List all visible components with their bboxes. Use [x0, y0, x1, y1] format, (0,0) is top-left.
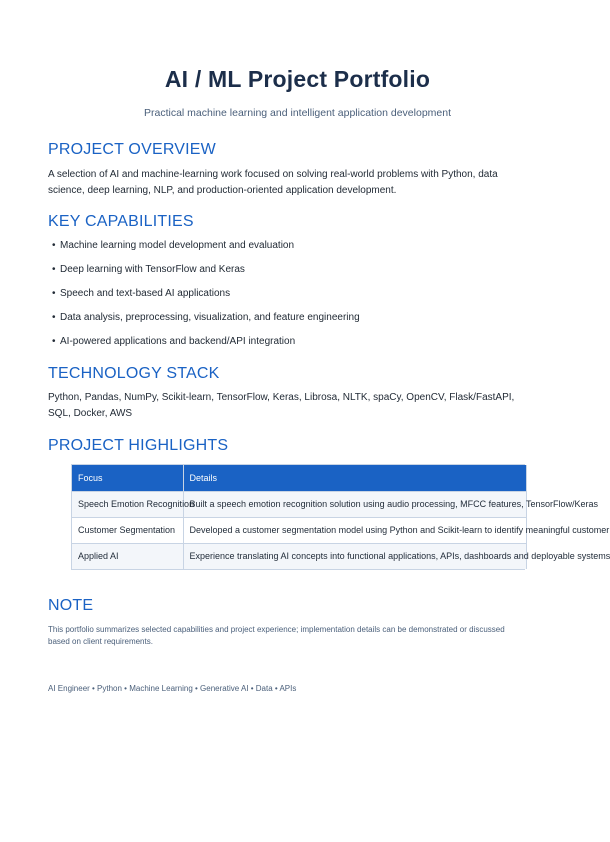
overview-paragraph: [48, 167, 538, 199]
note-line: This portfolio summarizes selected capabilities and project experience; implementation details can be demonstrated or discussed: [48, 625, 505, 634]
table-header-row: [72, 465, 526, 491]
section-heading-overview: PROJECT OVERVIEW: [48, 141, 216, 158]
table-row: [72, 517, 526, 543]
cell-focus: Speech Emotion Recognition: [72, 491, 183, 517]
bullet-icon: •: [52, 264, 56, 275]
bullet-icon: •: [52, 312, 56, 323]
cell-focus: Customer Segmentation: [72, 517, 183, 543]
list-item-text: Deep learning with TensorFlow and Keras: [60, 264, 245, 275]
list-item-text: Data analysis, preprocessing, visualization, and feature engineering: [60, 312, 360, 323]
column-header-details: Details: [183, 465, 526, 491]
list-item: [52, 286, 360, 310]
cell-details: Experience translating AI concepts into functional applications, APIs, dashboards and deployable systems: [183, 543, 526, 569]
stack-line: Python, Pandas, NumPy, Scikit-learn, TensorFlow, Keras, Librosa, NLTK, spaCy, OpenCV, Flask/FastAPI,: [48, 392, 515, 403]
page-subtitle: Practical machine learning and intelligent application development: [143, 107, 452, 119]
bullet-icon: •: [52, 240, 56, 251]
page-title: AI / ML Project Portfolio: [164, 66, 431, 92]
bullet-icon: •: [52, 288, 56, 299]
section-heading-highlights: PROJECT HIGHLIGHTS: [48, 437, 229, 454]
section-heading-note: NOTE: [48, 597, 94, 614]
list-item: [52, 262, 360, 286]
highlights-table-grid: [72, 465, 610, 569]
capabilities-list: [52, 238, 360, 358]
list-item: [52, 334, 360, 358]
bullet-icon: •: [52, 336, 56, 347]
table-row: [72, 491, 526, 517]
overview-line: science, deep learning, NLP, and production-oriented application development.: [48, 185, 397, 196]
list-item-text: AI-powered applications and backend/API integration: [60, 336, 296, 347]
cell-details: Built a speech emotion recognition solution using audio processing, MFCC features, TensorFlow/Keras: [183, 491, 526, 517]
stack-line: SQL, Docker, AWS: [48, 408, 133, 419]
overview-line: A selection of AI and machine-learning work focused on solving real-world problems with Python, data: [48, 169, 498, 180]
list-item: [52, 310, 360, 334]
list-item-text: Machine learning model development and evaluation: [60, 240, 295, 251]
list-item-text: Speech and text-based AI applications: [60, 288, 231, 299]
cell-details: Developed a customer segmentation model using Python and Scikit-learn to identify meaningful customer: [183, 517, 526, 543]
table-row: [72, 543, 526, 569]
footer-tags: AI Engineer • Python • Machine Learning • Generative AI • Data • APIs: [48, 684, 297, 693]
note-paragraph: [48, 624, 548, 648]
cell-focus: Applied AI: [72, 543, 183, 569]
stack-paragraph: [48, 390, 538, 422]
list-item: [52, 238, 360, 262]
section-heading-stack: TECHNOLOGY STACK: [48, 365, 220, 382]
highlights-table: [71, 464, 610, 570]
note-line: based on client requirements.: [48, 637, 153, 646]
section-heading-capabilities: KEY CAPABILITIES: [48, 213, 194, 230]
column-header-focus: Focus: [72, 465, 183, 491]
